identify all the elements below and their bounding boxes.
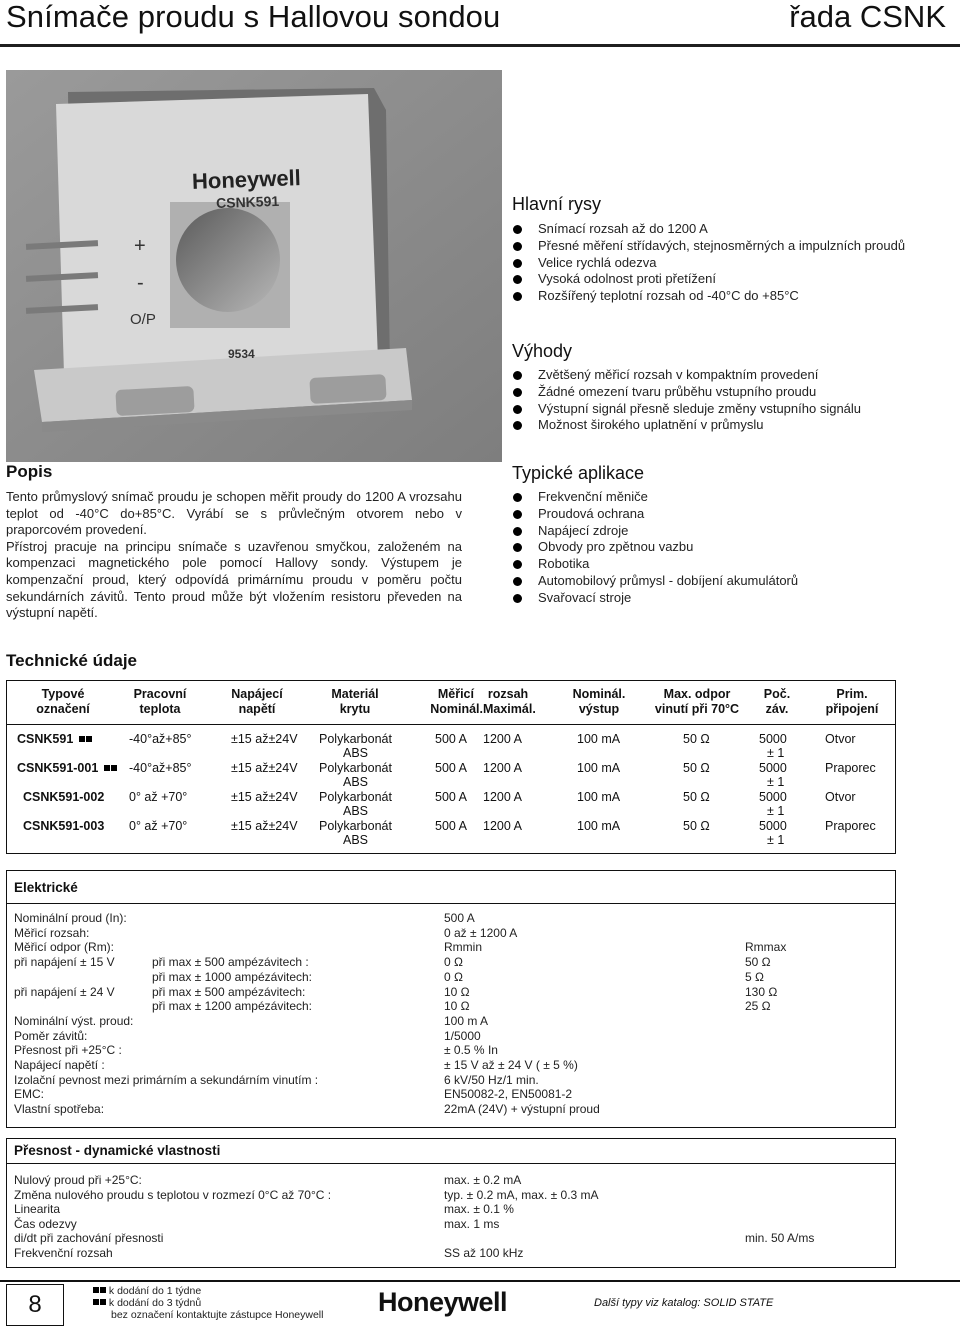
th-material: Materiál krytu — [331, 687, 379, 716]
cell-turns-tolerance: ± 1 — [767, 804, 785, 818]
cell-type: CSNK591-002 — [23, 790, 105, 804]
cell-material: Polykarbonát — [319, 732, 392, 746]
accuracy-value: typ. ± 0.2 mA, max. ± 0.3 mA — [444, 1187, 599, 1202]
description-paragraph: Přístroj pracuje na principu snímače s uzavřenou smyčkou, založeném na kompenzaci magnetického pole pomocí Hallovy sondy. Výstupem je kompenzační proud, který odpovídá primárnímu proudu v poměru počtu sekundárních závitů. Tento proud může být vložením resistoru převeden na výstupní napětí. — [6, 538, 462, 621]
product-photo — [6, 70, 502, 462]
applications-title: Typické aplikace — [512, 463, 645, 483]
cell-material-2: ABS — [343, 746, 369, 760]
cell-type: CSNK591 — [17, 732, 92, 747]
cell-temp: -40°až+85° — [129, 732, 192, 746]
cell-nominal: 500 A — [435, 732, 467, 746]
page-number: 8 — [6, 1284, 64, 1326]
description-text — [6, 489, 462, 622]
cell-nominal: 500 A — [435, 819, 467, 833]
cell-maximal: 1200 A — [483, 732, 522, 746]
cell-nominal: 500 A — [435, 790, 467, 804]
table-header-rule — [7, 724, 895, 725]
electrical-label: Napájecí napětí : — [14, 1058, 105, 1072]
cell-resistance: 50 Ω — [683, 790, 710, 804]
cell-supply: ±15 až±24V — [231, 732, 298, 746]
footer-note-1: k dodání do 1 týdne — [92, 1286, 201, 1298]
feature-item: Přesné měření střídavých, stejnosměrných a impulzních proudů — [512, 238, 912, 255]
electrical-extra: 5 Ω — [745, 969, 764, 984]
cell-output: 100 mA — [577, 819, 621, 833]
advantage-item: Zvětšený měřicí rozsah v kompaktním provedení — [512, 367, 952, 384]
application-item: Frekvenční měniče — [512, 489, 952, 506]
sensor-aperture — [176, 208, 280, 312]
cell-maximal: 1200 A — [483, 761, 522, 775]
photo-model: CSNK591 — [215, 192, 280, 212]
advantage-item: Žádné omezení tvaru průběhu vstupního proudu — [512, 384, 952, 401]
features-title: Hlavní rysy — [512, 194, 602, 214]
electrical-value: EN50082-2, EN50081-2 — [444, 1087, 573, 1102]
cell-turns: 5000 — [759, 790, 787, 804]
electrical-extra: 50 Ω — [745, 955, 771, 970]
accuracy-extra: min. 50 A/ms — [745, 1231, 815, 1245]
electrical-extra: 25 Ω — [745, 999, 771, 1014]
advantage-item: Možnost širokého uplatnění v průmyslu — [512, 417, 952, 434]
footer-logo: Honeywell — [378, 1287, 508, 1317]
electrical-value: 22mA (24V) + výstupní proud — [444, 1102, 600, 1117]
photo-pin-out: O/P — [130, 311, 156, 328]
features-list — [512, 221, 912, 305]
photo-code: 9534 — [228, 347, 255, 361]
accuracy-rule — [7, 1163, 895, 1164]
cell-connection: Otvor — [825, 790, 856, 804]
electrical-value: 6 kV/50 Hz/1 min. — [444, 1072, 539, 1087]
application-item: Robotika — [512, 556, 952, 573]
footer-note-3: bez označení kontaktujte zástupce Honeywell — [111, 1309, 324, 1321]
photo-brand: Honeywell — [191, 165, 302, 194]
cell-turns-tolerance: ± 1 — [767, 746, 785, 760]
electrical-extra: 130 Ω — [745, 984, 778, 999]
footer-rule — [0, 1280, 960, 1282]
electrical-value: 0 Ω — [444, 969, 463, 984]
electrical-title: Elektrické — [14, 880, 78, 895]
electrical-value: ± 0.5 % In — [444, 1043, 498, 1058]
footer-catalog: Další typy viz katalog: SOLID STATE — [594, 1297, 774, 1309]
application-item: Automobilový průmysl - dobíjení akumulátorů — [512, 573, 952, 590]
cell-supply: ±15 až±24V — [231, 761, 298, 775]
cell-material: Polykarbonát — [319, 790, 392, 804]
description-paragraph: Tento průmyslový snímač proudu je schopen měřit proudy do 1200 A vrozsahu teplot od -40°C do+85°C. Vyrábí se s průvlečným otvorem nebo v praporcovém provedení. — [6, 489, 462, 538]
electrical-value: 500 A — [444, 911, 475, 925]
cell-turns: 5000 — [759, 761, 787, 775]
header-rule — [0, 44, 960, 47]
cell-turns: 5000 — [759, 819, 787, 833]
cell-resistance: 50 Ω — [683, 819, 710, 833]
accuracy-value: max. 1 ms — [444, 1216, 500, 1231]
accuracy-label: Změna nulového proudu s teplotou v rozmezí 0°C až 70°C : — [14, 1187, 332, 1202]
cell-connection: Praporec — [825, 761, 876, 775]
feature-item: Velice rychlá odezva — [512, 255, 912, 272]
cell-supply: ±15 až±24V — [231, 790, 298, 804]
electrical-label: Nominální proud (In): — [14, 911, 127, 925]
th-range: Měřicí rozsah Nominál.Maximál. — [430, 687, 536, 716]
cell-supply: ±15 až±24V — [231, 819, 298, 833]
electrical-label: Vlastní spotřeba: — [14, 1102, 105, 1117]
accuracy-label: Čas odezvy — [14, 1216, 77, 1231]
cell-turns: 5000 — [759, 732, 787, 746]
feature-item: Snímací rozsah až do 1200 A — [512, 221, 912, 238]
delivery-mark — [79, 736, 85, 742]
accuracy-label: Nulový proud při +25°C: — [14, 1173, 142, 1187]
accuracy-title: Přesnost - dynamické vlastnosti — [14, 1143, 221, 1158]
electrical-value: 0 Ω — [444, 955, 463, 970]
accuracy-box — [6, 1138, 896, 1268]
electrical-value: 1/5000 — [444, 1028, 481, 1043]
electrical-label: Přesnost při +25°C : — [14, 1043, 122, 1058]
cell-maximal: 1200 A — [483, 790, 522, 804]
accuracy-value: SS až 100 kHz — [444, 1245, 524, 1260]
advantages-list — [512, 367, 952, 434]
electrical-sub: při max ± 1000 ampézávitech: — [152, 969, 312, 984]
cell-maximal: 1200 A — [483, 819, 522, 833]
cell-turns-tolerance: ± 1 — [767, 833, 785, 847]
cell-material: Polykarbonát — [319, 819, 392, 833]
electrical-value: 100 m A — [444, 1013, 489, 1028]
cell-output: 100 mA — [577, 732, 621, 746]
cell-connection: Otvor — [825, 732, 856, 746]
th-turns: Poč. záv. — [763, 687, 791, 716]
electrical-box — [6, 870, 896, 1128]
electrical-value: Rmmin — [444, 940, 482, 955]
accuracy-label: Frekvenční rozsah — [14, 1245, 113, 1260]
cell-type: CSNK591-003 — [23, 819, 105, 833]
accuracy-label: Linearita — [14, 1202, 61, 1216]
cell-resistance: 50 Ω — [683, 761, 710, 775]
application-item: Obvody pro zpětnou vazbu — [512, 539, 952, 556]
th-supply: Napájecí napětí — [231, 687, 283, 716]
cell-temp: 0° až +70° — [129, 819, 188, 833]
cell-temp: -40°až+85° — [129, 761, 192, 775]
electrical-sub: při max ± 500 ampézávitech : — [152, 955, 309, 970]
cell-temp: 0° až +70° — [129, 790, 188, 804]
cell-output: 100 mA — [577, 761, 621, 775]
electrical-label: EMC: — [14, 1087, 44, 1102]
delivery-mark — [111, 765, 117, 771]
electrical-value: ± 15 V až ± 24 V ( ± 5 %) — [444, 1058, 578, 1072]
electrical-label: při napájení ± 24 V — [14, 984, 115, 999]
electrical-label: Poměr závitů: — [14, 1028, 88, 1043]
cell-output: 100 mA — [577, 790, 621, 804]
photo-pin-plus: + — [134, 235, 146, 257]
th-connection: Prim. připojení — [825, 687, 879, 716]
delivery-mark — [104, 765, 110, 771]
cell-connection: Praporec — [825, 819, 876, 833]
series-title: řada CSNK — [789, 0, 946, 34]
accuracy-label: di/dt při zachování přesnosti — [14, 1231, 164, 1245]
electrical-sub: při max ± 500 ampézávitech: — [152, 984, 306, 999]
applications-list — [512, 489, 952, 607]
advantages-title: Výhody — [512, 341, 573, 361]
description-title: Popis — [6, 462, 53, 481]
electrical-label: Měřicí rozsah: — [14, 925, 90, 940]
th-type: Typové označení — [36, 687, 90, 716]
tech-table — [6, 680, 896, 854]
electrical-value: 10 Ω — [444, 999, 470, 1014]
cell-nominal: 500 A — [435, 761, 467, 775]
electrical-sub: při max ± 1200 ampézávitech: — [152, 999, 312, 1014]
cell-resistance: 50 Ω — [683, 732, 710, 746]
feature-item: Vysoká odolnost proti přetížení — [512, 271, 912, 288]
cell-turns-tolerance: ± 1 — [767, 775, 785, 789]
electrical-label: Měřicí odpor (Rm): — [14, 940, 115, 955]
cell-material-2: ABS — [343, 804, 369, 818]
th-resistance: Max. odpor vinutí při 70°C — [654, 687, 740, 716]
cell-material-2: ABS — [343, 775, 369, 789]
application-item: Svařovací stroje — [512, 590, 952, 607]
application-item: Napájecí zdroje — [512, 523, 952, 540]
th-output: Nominál. výstup — [572, 687, 626, 716]
electrical-label: Nominální výst. proud: — [14, 1013, 134, 1028]
electrical-extra: Rmmax — [745, 940, 787, 955]
electrical-value: 10 Ω — [444, 984, 470, 999]
th-temp: Pracovní teplota — [133, 687, 187, 716]
feature-item: Rozšířený teplotní rozsah od -40°C do +85°C — [512, 288, 912, 305]
delivery-mark — [86, 736, 92, 742]
electrical-label: Izolační pevnost mezi primárním a sekundárním vinutím : — [14, 1072, 319, 1087]
photo-pin-minus: - — [137, 272, 144, 294]
footer-note-2: k dodání do 3 týdnů — [92, 1298, 201, 1310]
electrical-label: při napájení ± 15 V — [14, 955, 115, 970]
electrical-value: 0 až ± 1200 A — [444, 925, 518, 940]
tech-title: Technické údaje — [6, 651, 138, 670]
accuracy-value: max. ± 0.1 % — [444, 1202, 514, 1216]
page-title: Snímače proudu s Hallovou sondou — [6, 0, 501, 34]
accuracy-value: max. ± 0.2 mA — [444, 1173, 522, 1187]
application-item: Proudová ochrana — [512, 506, 952, 523]
cell-type: CSNK591-001 — [17, 761, 117, 776]
cell-material-2: ABS — [343, 833, 369, 847]
cell-material: Polykarbonát — [319, 761, 392, 775]
advantage-item: Výstupní signál přesně sleduje změny vstupního signálu — [512, 401, 952, 418]
electrical-rule — [7, 903, 895, 904]
